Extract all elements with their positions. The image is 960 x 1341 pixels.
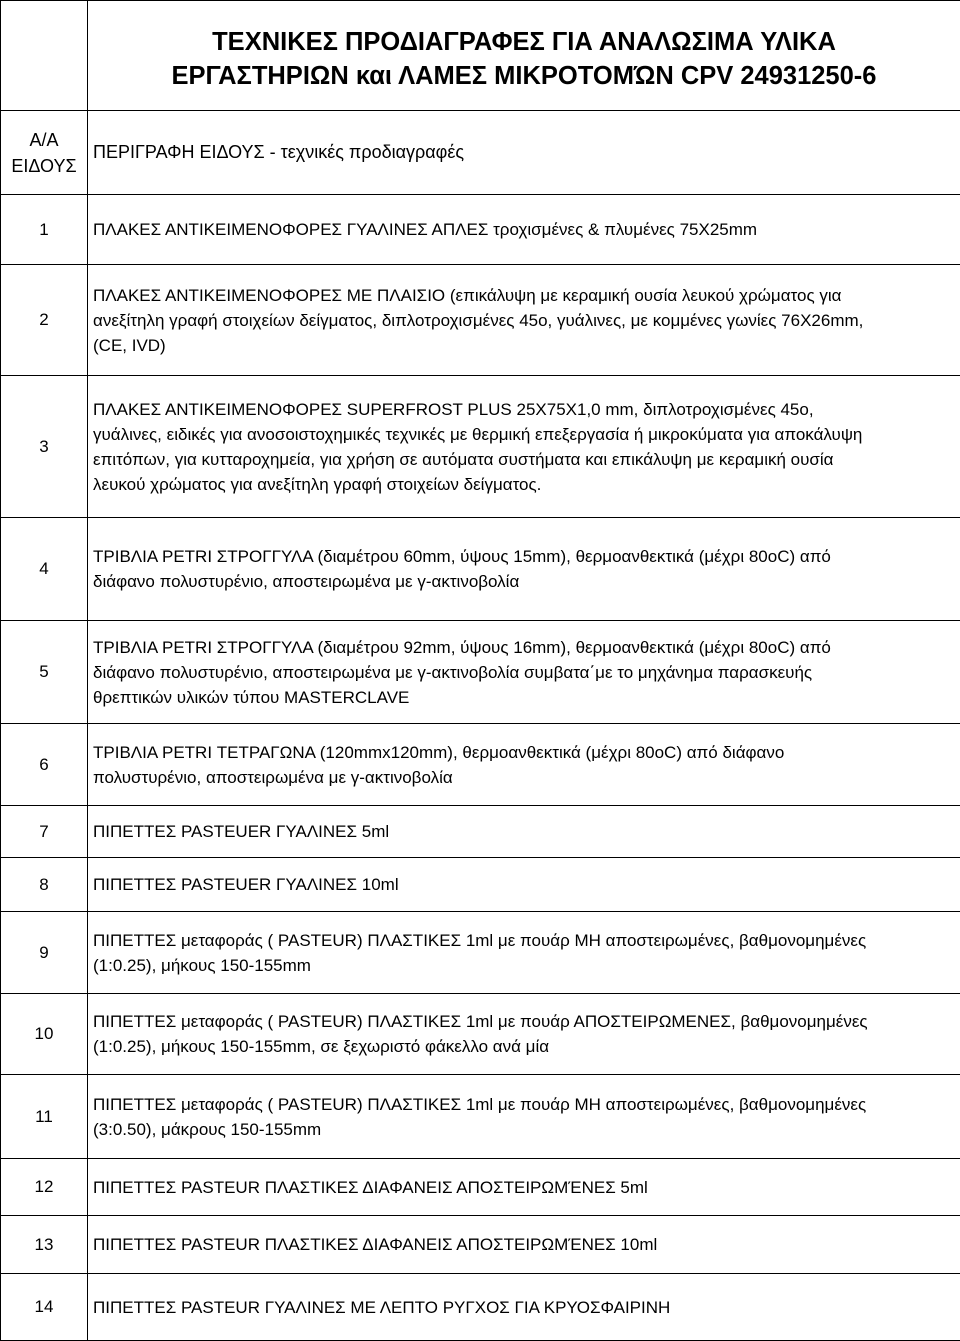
item-description — [88, 912, 960, 994]
item-description — [88, 806, 960, 858]
header-row — [1, 111, 960, 195]
item-number: 9 — [1, 912, 88, 994]
header-num-line-1: Α/Α — [1, 127, 87, 153]
description-line: πολυστυρένιο, αποστειρωμένα με γ-ακτινοβολία — [93, 765, 956, 790]
item-description — [88, 376, 960, 518]
description-line: επιτόπων, για κυτταροχημεία, για χρήση σε αυτόματα συστήματα και επικάλυψη με κεραμική ουσία — [93, 447, 956, 472]
item-description — [88, 195, 960, 265]
description-line: ΠΛΑΚΕΣ ΑΝΤΙΚΕΙΜΕΝΟΦΟΡΕΣ SUPERFROST PLUS 25X75X1,0 mm, διπλοτροχισμένες 45ο, — [93, 397, 956, 422]
item-description — [88, 1274, 960, 1341]
item-description — [88, 994, 960, 1075]
table-row — [1, 1075, 960, 1159]
table-row — [1, 1274, 960, 1341]
description-line: ΤΡΙΒΛΙΑ PETRI ΣΤΡΟΓΓΥΛΑ (διαμέτρου 60mm, ύψους 15mm), θερμοανθεκτικά (μέχρι 80oC) από — [93, 544, 956, 569]
table-row — [1, 265, 960, 376]
table-row — [1, 806, 960, 858]
item-description — [88, 265, 960, 376]
description-line: ΠΛΑΚΕΣ ΑΝΤΙΚΕΙΜΕΝΟΦΟΡΕΣ ΓΥΑΛΙΝΕΣ ΑΠΛΕΣ τροχισμένες & πλυμένες 75Χ25mm — [93, 217, 956, 242]
description-line: λευκού χρώματος για ανεξίτηλη γραφή στοιχείων δείγματος. — [93, 472, 956, 497]
table-row — [1, 195, 960, 265]
description-line: θρεπτικών υλικών τύπου MASTERCLAVE — [93, 685, 956, 710]
description-line: (1:0.25), μήκους 150-155mm, σε ξεχωριστό φάκελλο ανά μία — [93, 1034, 956, 1059]
item-number: 12 — [1, 1159, 88, 1216]
item-description — [88, 858, 960, 912]
item-number: 7 — [1, 806, 88, 858]
item-number: 11 — [1, 1075, 88, 1159]
description-line: ΠΙΠΕΤΤΕΣ PASTEUR ΠΛΑΣΤΙΚΕΣ ΔΙΑΦΑΝΕΙΣ ΑΠΟΣΤΕΙΡΩΜΈΝΕΣ 5ml — [93, 1175, 956, 1200]
description-line: (3:0.50), μάκρους 150-155mm — [93, 1117, 956, 1142]
header-description: ΠΕΡΙΓΡΑΦΗ ΕΙΔΟΥΣ - τεχνικές προδιαγραφές — [88, 111, 960, 195]
item-description — [88, 724, 960, 806]
document-title — [88, 1, 960, 111]
table-row — [1, 1216, 960, 1274]
title-line-2: ΕΡΓΑΣΤΗΡΙΩΝ και ΛΑΜΕΣ ΜΙΚΡΟΤΟΜΏΝ CPV 24931250-6 — [88, 59, 960, 93]
item-number: 3 — [1, 376, 88, 518]
description-line: (1:0.25), μήκους 150-155mm — [93, 953, 956, 978]
item-number: 2 — [1, 265, 88, 376]
item-number: 10 — [1, 994, 88, 1075]
item-number: 14 — [1, 1274, 88, 1341]
description-line: ανεξίτηλη γραφή στοιχείων δείγματος, διπλοτροχισμένες 45ο, γυάλινες, με κομμένες γωνίες 76Χ26mm, — [93, 308, 956, 333]
header-num-line-2: ΕΙΔΟΥΣ — [1, 153, 87, 179]
item-description — [88, 1159, 960, 1216]
description-line: ΠΙΠΕΤΤΕΣ μεταφοράς ( PASTEUR) ΠΛΑΣΤΙΚΕΣ 1ml με πουάρ ΜΗ αποστειρωμένες, βαθμονομημένες — [93, 1092, 956, 1117]
table-row — [1, 621, 960, 724]
item-description — [88, 518, 960, 621]
description-line: ΠΙΠΕΤΤΕΣ PASTEUR ΓΥΑΛΙΝΕΣ ΜΕ ΛΕΠΤΟ ΡΥΓΧΟΣ ΓΙΑ ΚΡΥΟΣΦΑΙΡΙΝΗ — [93, 1295, 956, 1320]
description-line: γυάλινες, ειδικές για ανοσοιστοχημικές τεχνικές με θερμική επεξεργασία ή μικροκύματα για αποκάλυψη — [93, 422, 956, 447]
description-line: (CE, IVD) — [93, 333, 956, 358]
table-row — [1, 1159, 960, 1216]
table-row — [1, 376, 960, 518]
item-description — [88, 621, 960, 724]
description-line: διάφανο πολυστυρένιο, αποστειρωμένα με γ-ακτινοβολία — [93, 569, 956, 594]
description-line: ΤΡΙΒΛΙΑ PETRI ΣΤΡΟΓΓΥΛΑ (διαμέτρου 92mm, ύψους 16mm), θερμοανθεκτικά (μέχρι 80oC) από — [93, 635, 956, 660]
item-description — [88, 1216, 960, 1274]
item-number: 1 — [1, 195, 88, 265]
description-line: ΠΛΑΚΕΣ ΑΝΤΙΚΕΙΜΕΝΟΦΟΡΕΣ ΜΕ ΠΛΑΙΣΙΟ (επικάλυψη με κεραμική ουσία λευκού χρώματος για — [93, 283, 956, 308]
item-number: 6 — [1, 724, 88, 806]
item-number: 5 — [1, 621, 88, 724]
table-row — [1, 518, 960, 621]
title-line-1: ΤΕΧΝΙΚΕΣ ΠΡΟΔΙΑΓΡΑΦΕΣ ΓΙΑ ΑΝΑΛΩΣΙΜΑ ΥΛΙΚΑ — [88, 25, 960, 59]
description-line: ΠΙΠΕΤΤΕΣ PASTEUER ΓΥΑΛΙΝΕΣ 10ml — [93, 872, 956, 897]
description-line: διάφανο πολυστυρένιο, αποστειρωμένα με γ-ακτινοβολία συμβατα΄με το μηχάνημα παρασκευής — [93, 660, 956, 685]
title-left-cell — [1, 1, 88, 111]
item-description — [88, 1075, 960, 1159]
header-item-number — [1, 111, 88, 195]
title-row — [1, 1, 960, 111]
item-number: 13 — [1, 1216, 88, 1274]
description-line: ΠΙΠΕΤΤΕΣ PASTEUER ΓΥΑΛΙΝΕΣ 5ml — [93, 819, 956, 844]
description-line: ΤΡΙΒΛΙΑ PETRI ΤΕΤΡΑΓΩΝΑ (120mmx120mm), θερμοανθεκτικά (μέχρι 80oC) από διάφανο — [93, 740, 956, 765]
description-line: ΠΙΠΕΤΤΕΣ μεταφοράς ( PASTEUR) ΠΛΑΣΤΙΚΕΣ 1ml με πουάρ ΜΗ αποστειρωμένες, βαθμονομημένες — [93, 928, 956, 953]
description-line: ΠΙΠΕΤΤΕΣ PASTEUR ΠΛΑΣΤΙΚΕΣ ΔΙΑΦΑΝΕΙΣ ΑΠΟΣΤΕΙΡΩΜΈΝΕΣ 10ml — [93, 1232, 956, 1257]
table-row — [1, 724, 960, 806]
item-number: 8 — [1, 858, 88, 912]
description-line: ΠΙΠΕΤΤΕΣ μεταφοράς ( PASTEUR) ΠΛΑΣΤΙΚΕΣ 1ml με πουάρ ΑΠΟΣΤΕΙΡΩΜΕΝΕΣ, βαθμονομημένες — [93, 1009, 956, 1034]
table-row — [1, 858, 960, 912]
item-number: 4 — [1, 518, 88, 621]
table-row — [1, 994, 960, 1075]
table-row — [1, 912, 960, 994]
